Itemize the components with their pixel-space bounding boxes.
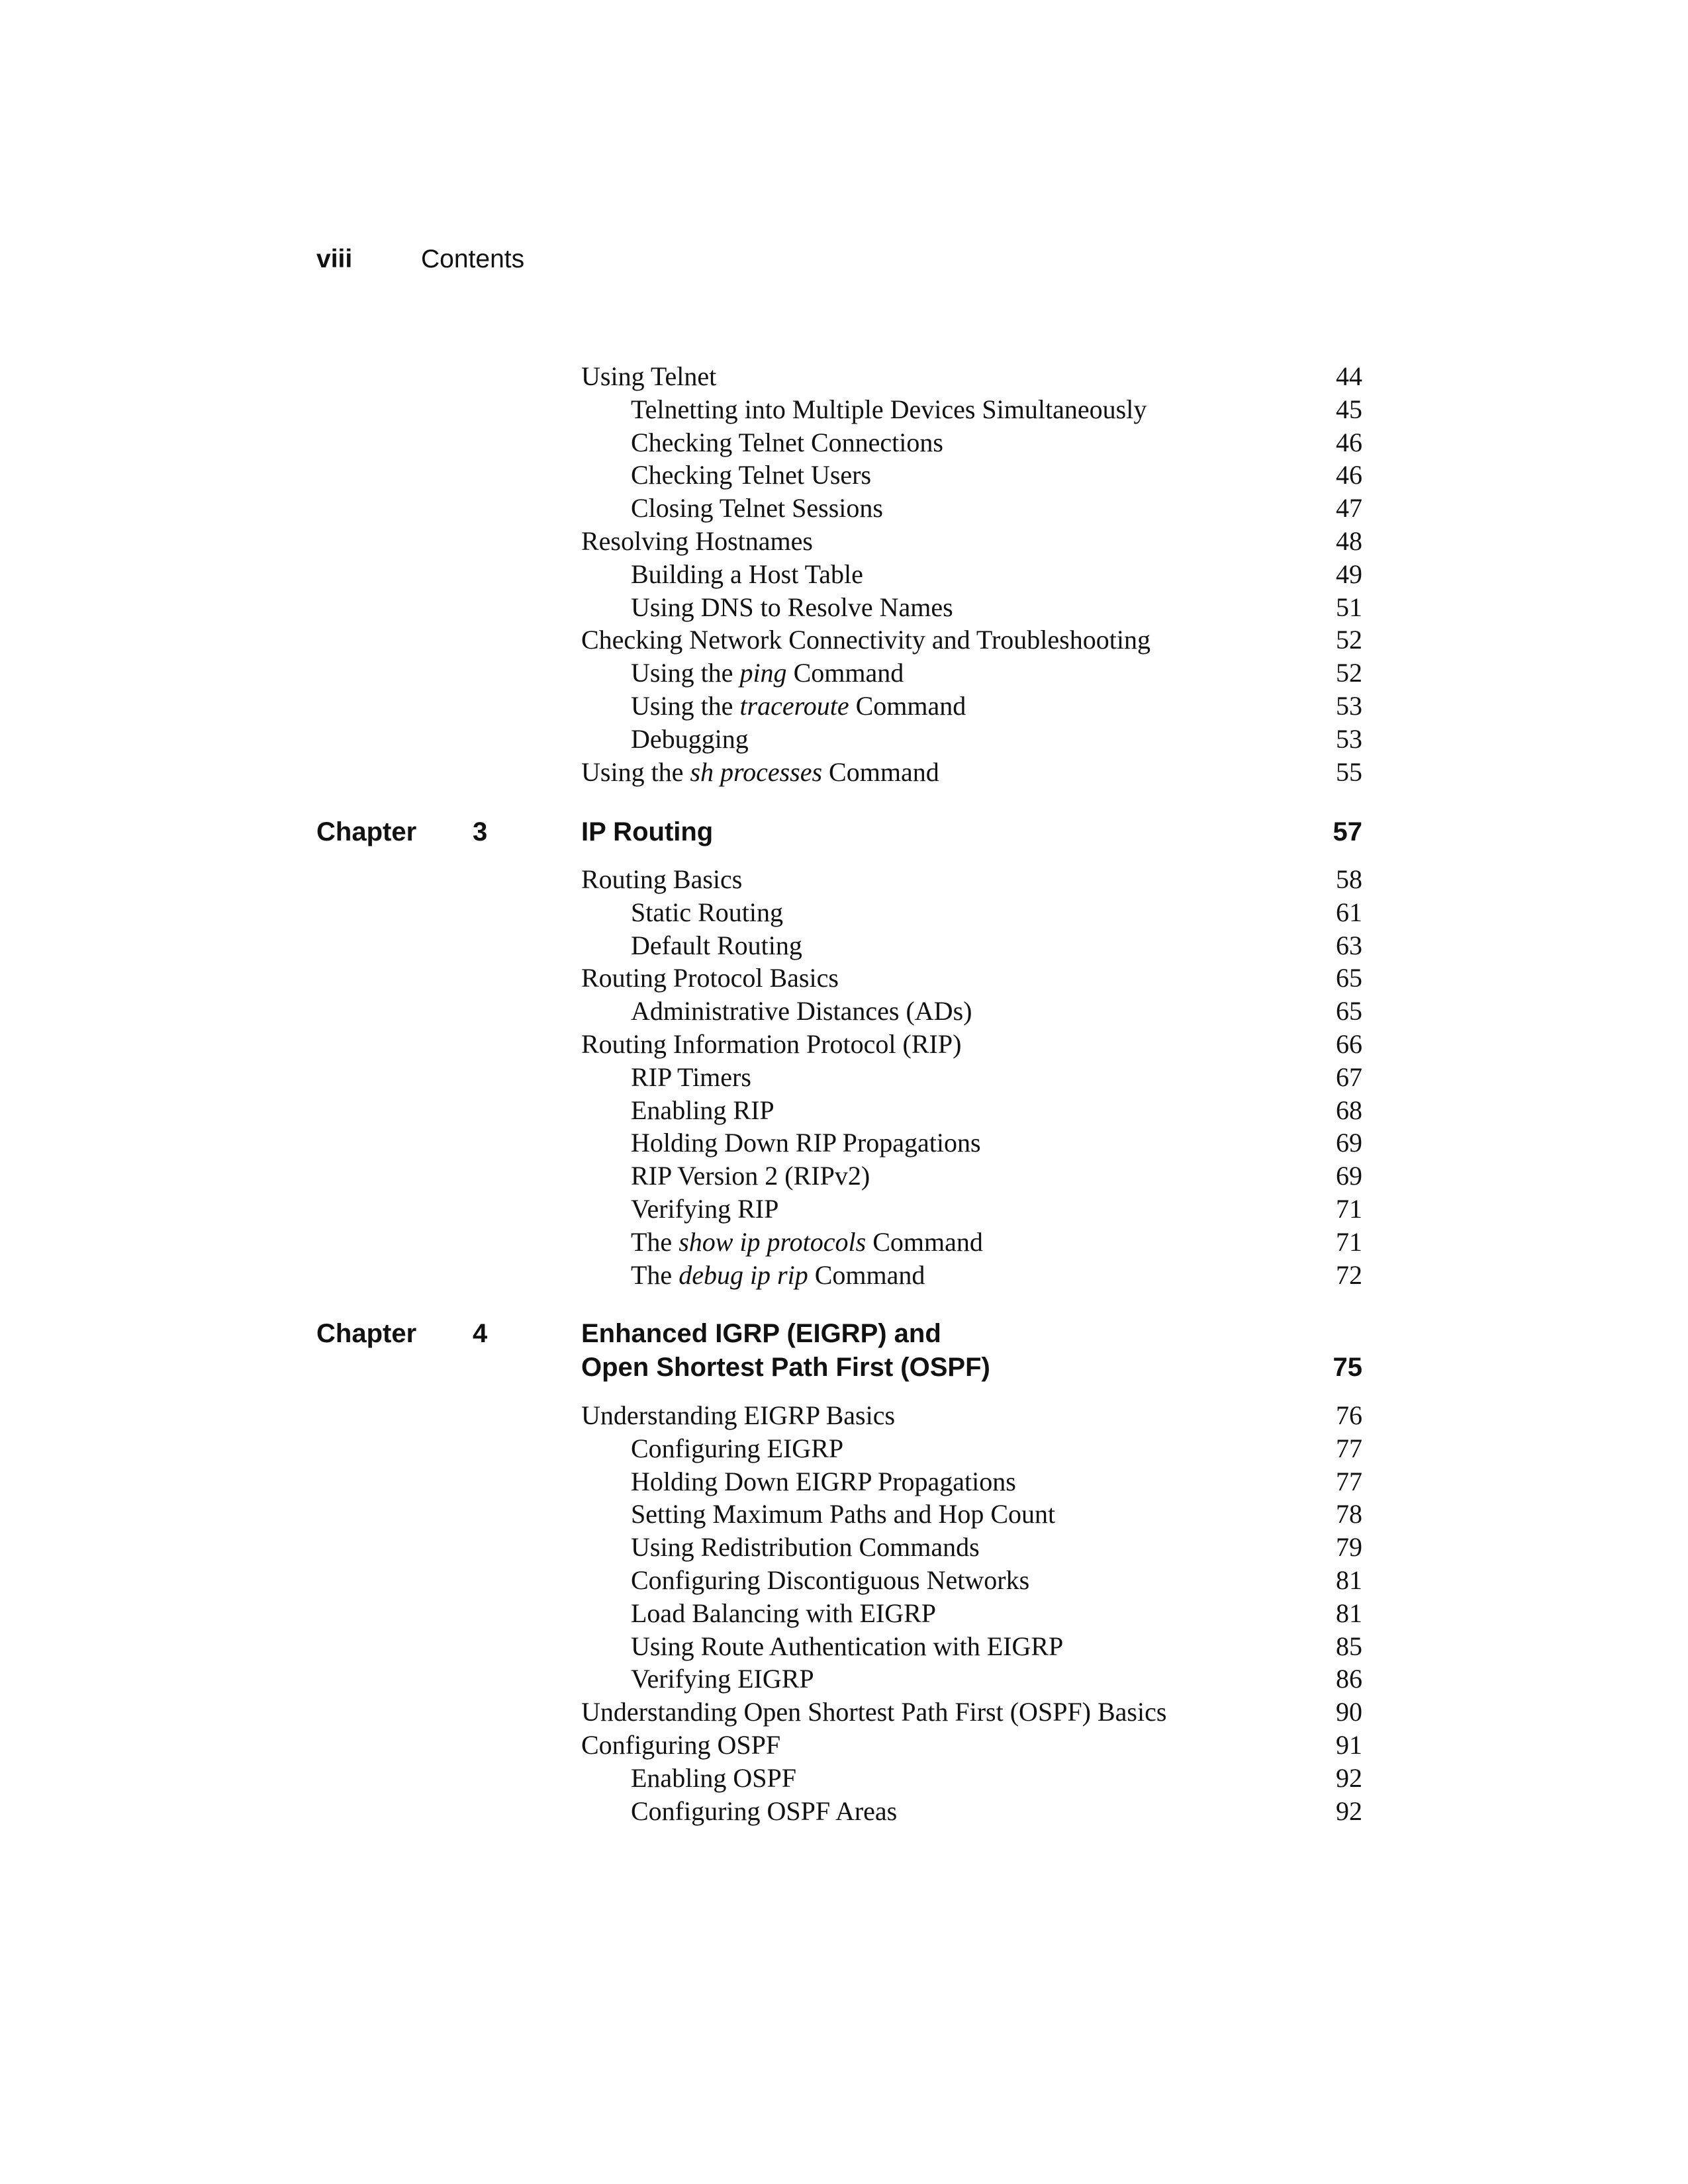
- toc-entry-text: Verifying EIGRP: [631, 1664, 814, 1694]
- toc-entry-text: Configuring OSPF Areas: [631, 1796, 898, 1826]
- toc-entry-page-number: 48: [1336, 525, 1362, 556]
- toc-entry-text: Using Route Authentication with EIGRP: [631, 1631, 1064, 1661]
- toc-entry-title: [631, 1796, 897, 1826]
- toc-entry-text: Routing Protocol Basics: [581, 963, 839, 993]
- toc-subsection-entry: [581, 1193, 1362, 1226]
- toc-group-chapter-2-continued: [581, 360, 1362, 788]
- toc-entry-text: Command: [786, 658, 904, 688]
- toc-entry-text: Closing Telnet Sessions: [631, 493, 883, 523]
- toc-entry-text: Verifying RIP: [631, 1193, 779, 1224]
- toc-entry-text: Routing Basics: [581, 864, 743, 894]
- toc-subsection-entry: [581, 1597, 1362, 1630]
- toc-entry-page-number: 61: [1336, 897, 1362, 927]
- toc-entry-text: Holding Down RIP Propagations: [631, 1128, 981, 1158]
- toc-entry-page-number: 53: [1336, 690, 1362, 721]
- toc-entry-text: Enabling OSPF: [631, 1762, 797, 1793]
- toc-entry-italic-text: traceroute: [739, 690, 849, 721]
- chapter-word: Chapter: [316, 817, 417, 846]
- toc-entry-text: Checking Telnet Users: [631, 460, 872, 490]
- running-head: [316, 246, 524, 272]
- chapter-title-line: Enhanced IGRP (EIGRP) and: [581, 1319, 941, 1348]
- toc-entry-page-number: 63: [1336, 930, 1362, 960]
- toc-entry-page-number: 47: [1336, 493, 1362, 523]
- toc-subsection-entry: [581, 1498, 1362, 1531]
- toc-entry-title: [631, 1664, 814, 1694]
- toc-entry-title: [581, 526, 813, 556]
- toc-subsection-entry: [581, 1259, 1362, 1292]
- toc-subsection-entry: [581, 1432, 1362, 1465]
- toc-subsection-entry: [581, 1061, 1362, 1094]
- toc-subsection-entry: [581, 896, 1362, 929]
- toc-entry-page-number: 78: [1336, 1499, 1362, 1529]
- toc-subsection-entry: [581, 459, 1362, 492]
- toc-entry-title: [631, 996, 972, 1026]
- toc-entry-title: [631, 897, 783, 927]
- toc-entry-text: Understanding EIGRP Basics: [581, 1400, 896, 1430]
- toc-section-entry: [581, 525, 1362, 558]
- toc-entry-page-number: 72: [1336, 1259, 1362, 1290]
- toc-entry-text: Debugging: [631, 723, 749, 754]
- toc-group-chapter-3: [581, 863, 1362, 1291]
- toc-entry-page-number: 67: [1336, 1062, 1362, 1092]
- toc-entry-title: [631, 559, 863, 589]
- chapter-title-line: Open Shortest Path First (OSPF): [581, 1353, 990, 1382]
- toc-entry-title: [631, 1532, 980, 1562]
- toc-section-entry: [581, 1028, 1362, 1061]
- toc-entry-text: Configuring OSPF: [581, 1729, 781, 1760]
- toc-subsection-entry: [581, 657, 1362, 690]
- toc-entry-text: Configuring EIGRP: [631, 1433, 844, 1463]
- toc-entry-text: Command: [822, 756, 939, 787]
- toc-entry-title: [631, 460, 871, 490]
- toc-subsection-entry: [581, 1094, 1362, 1127]
- toc-subsection-entry: [581, 1465, 1362, 1498]
- toc-entry-text: Using Telnet: [581, 361, 717, 391]
- toc-entry-title: [631, 1062, 751, 1092]
- toc-subsection-entry: [581, 929, 1362, 962]
- toc-subsection-entry: [581, 995, 1362, 1028]
- toc-entry-title: [631, 724, 749, 754]
- toc-entry-title: [631, 394, 1147, 424]
- toc-entry-title: [631, 1433, 843, 1463]
- toc-entry-text: Setting Maximum Paths and Hop Count: [631, 1499, 1056, 1529]
- toc-entry-text: Using the: [581, 756, 690, 787]
- toc-entry-text: Using Redistribution Commands: [631, 1532, 980, 1563]
- toc-entry-page-number: 71: [1336, 1193, 1362, 1224]
- toc-entry-page-number: 46: [1336, 460, 1362, 490]
- chapter-word: Chapter: [316, 1319, 417, 1348]
- toc-entry-page-number: 53: [1336, 723, 1362, 754]
- toc-entry-page-number: 71: [1336, 1226, 1362, 1257]
- toc-subsection-entry: [581, 426, 1362, 459]
- toc-entry-page-number: 85: [1336, 1631, 1362, 1661]
- toc-entry-title: [581, 1029, 961, 1059]
- toc-entry-title: [631, 428, 943, 457]
- toc-entry-page-number: 58: [1336, 864, 1362, 894]
- toc-entry-title: [631, 1227, 983, 1257]
- toc-subsection-entry: [581, 690, 1362, 723]
- toc-subsection-entry: [581, 1795, 1362, 1828]
- chapter-page-number: 75: [1333, 1353, 1362, 1382]
- toc-entry-text: Routing Information Protocol (RIP): [581, 1028, 962, 1059]
- toc-entry-title: [631, 1128, 981, 1158]
- toc-subsection-entry: [581, 1226, 1362, 1259]
- toc-entry-page-number: 81: [1336, 1598, 1362, 1628]
- toc-entry-page-number: 55: [1336, 756, 1362, 787]
- toc-entry-italic-text: debug ip rip: [679, 1259, 808, 1290]
- toc-subsection-entry: [581, 723, 1362, 756]
- toc-entry-text: Administrative Distances (ADs): [631, 996, 972, 1026]
- toc-entry-title: [581, 1400, 895, 1430]
- toc-entry-title: [631, 592, 953, 622]
- toc-subsection-entry: [581, 1762, 1362, 1795]
- toc-entry-page-number: 69: [1336, 1161, 1362, 1191]
- toc-entry-text: Using the: [631, 658, 740, 688]
- toc-subsection-entry: [581, 558, 1362, 591]
- toc-entry-title: [631, 1467, 1016, 1496]
- toc-entry-title: [581, 625, 1150, 655]
- toc-entry-text: Command: [866, 1226, 983, 1257]
- chapter-title: [581, 815, 713, 849]
- toc-entry-title: [631, 1598, 936, 1628]
- toc-subsection-entry: [581, 1564, 1362, 1597]
- toc-section-entry: [581, 962, 1362, 995]
- toc-entry-page-number: 52: [1336, 625, 1362, 655]
- toc-entry-title: [631, 1194, 778, 1224]
- toc-entry-text: The: [631, 1259, 679, 1290]
- toc-entry-page-number: 52: [1336, 658, 1362, 688]
- toc-entry-page-number: 45: [1336, 394, 1362, 424]
- toc-section-entry: [581, 623, 1362, 657]
- toc-entry-title: [631, 1161, 870, 1191]
- toc-section-entry: [581, 1729, 1362, 1762]
- running-head-label: Contents: [421, 245, 525, 273]
- toc-entry-page-number: 77: [1336, 1466, 1362, 1496]
- toc-entry-title: [631, 931, 802, 960]
- toc-entry-text: Building a Host Table: [631, 559, 863, 589]
- toc-section-entry: [581, 360, 1362, 393]
- toc-entry-text: Using DNS to Resolve Names: [631, 592, 953, 622]
- toc-entry-title: [581, 1697, 1166, 1727]
- toc-entry-page-number: 46: [1336, 427, 1362, 457]
- chapter-title: [581, 1317, 990, 1385]
- toc-entry-text: Static Routing: [631, 897, 783, 927]
- toc-entry-text: Telnetting into Multiple Devices Simultaneously: [631, 394, 1147, 424]
- toc-entry-text: Command: [849, 690, 966, 721]
- toc-entry-text: Understanding Open Shortest Path First (OSPF) Basics: [581, 1697, 1167, 1727]
- toc-entry-page-number: 91: [1336, 1729, 1362, 1760]
- toc-entry-title: [581, 864, 742, 894]
- toc-section-entry: [581, 863, 1362, 896]
- toc-entry-italic-text: sh processes: [690, 756, 823, 787]
- page-folio: viii: [316, 245, 353, 273]
- toc-entry-title: [631, 1499, 1055, 1529]
- toc-entry-italic-text: ping: [739, 658, 787, 688]
- toc-entry-text: Checking Network Connectivity and Troubleshooting: [581, 625, 1150, 655]
- toc-entry-page-number: 65: [1336, 996, 1362, 1026]
- toc-section-entry: [581, 756, 1362, 789]
- toc-entry-title: [581, 757, 939, 787]
- toc-entry-text: Default Routing: [631, 930, 802, 960]
- toc-subsection-entry: [581, 1160, 1362, 1193]
- toc-subsection-entry: [581, 1531, 1362, 1564]
- toc-entry-text: Configuring Discontiguous Networks: [631, 1565, 1030, 1595]
- toc-entry-text: Using the: [631, 690, 740, 721]
- toc-entry-italic-text: show ip protocols: [679, 1226, 867, 1257]
- toc-subsection-entry: [581, 1662, 1362, 1696]
- toc-entry-page-number: 65: [1336, 963, 1362, 993]
- toc-section-entry: [581, 1399, 1362, 1432]
- toc-entry-title: [631, 1763, 796, 1793]
- toc-entry-text: The: [631, 1226, 679, 1257]
- toc-entry-page-number: 77: [1336, 1433, 1362, 1463]
- toc-subsection-entry: [581, 492, 1362, 525]
- toc-entry-page-number: 44: [1336, 361, 1362, 391]
- toc-entry-title: [631, 1631, 1063, 1661]
- toc-entry-title: [631, 1095, 774, 1125]
- toc-entry-page-number: 81: [1336, 1565, 1362, 1595]
- toc-group-chapter-4: [581, 1399, 1362, 1827]
- toc-entry-title: [631, 1565, 1029, 1595]
- toc-entry-text: Checking Telnet Connections: [631, 427, 943, 457]
- toc-entry-title: [631, 493, 883, 523]
- toc-entry-title: [631, 1260, 925, 1290]
- toc-entry-title: [581, 361, 716, 391]
- toc-section-entry: [581, 1696, 1362, 1729]
- toc-entry-page-number: 49: [1336, 559, 1362, 589]
- chapter-title-line: IP Routing: [581, 817, 714, 846]
- toc-entry-page-number: 66: [1336, 1028, 1362, 1059]
- toc-entry-title: [581, 1730, 780, 1760]
- toc-entry-text: RIP Timers: [631, 1062, 751, 1092]
- toc-entry-text: Resolving Hostnames: [581, 525, 813, 556]
- toc-entry-title: [631, 691, 966, 721]
- toc-entry-page-number: 76: [1336, 1400, 1362, 1430]
- toc-entry-page-number: 92: [1336, 1796, 1362, 1826]
- toc-subsection-entry: [581, 1126, 1362, 1160]
- toc-subsection-entry: [581, 1630, 1362, 1663]
- toc-entry-text: RIP Version 2 (RIPv2): [631, 1161, 870, 1191]
- toc-entry-title: [581, 963, 839, 993]
- toc-entry-page-number: 79: [1336, 1532, 1362, 1563]
- toc-entry-text: Command: [808, 1259, 925, 1290]
- chapter-page-number: 57: [1333, 817, 1362, 846]
- chapter-number: 3: [473, 817, 488, 846]
- toc-entry-text: Load Balancing with EIGRP: [631, 1598, 937, 1628]
- toc-entry-text: Holding Down EIGRP Propagations: [631, 1466, 1016, 1496]
- toc-entry-text: Enabling RIP: [631, 1095, 774, 1125]
- toc-entry-page-number: 51: [1336, 592, 1362, 622]
- toc-entry-page-number: 90: [1336, 1697, 1362, 1727]
- toc-entry-page-number: 68: [1336, 1095, 1362, 1125]
- toc-entry-page-number: 86: [1336, 1664, 1362, 1694]
- toc-entry-page-number: 69: [1336, 1128, 1362, 1158]
- toc-subsection-entry: [581, 591, 1362, 624]
- chapter-number: 4: [473, 1319, 488, 1348]
- toc-entry-page-number: 92: [1336, 1762, 1362, 1793]
- toc-subsection-entry: [581, 393, 1362, 426]
- toc-entry-title: [631, 658, 904, 688]
